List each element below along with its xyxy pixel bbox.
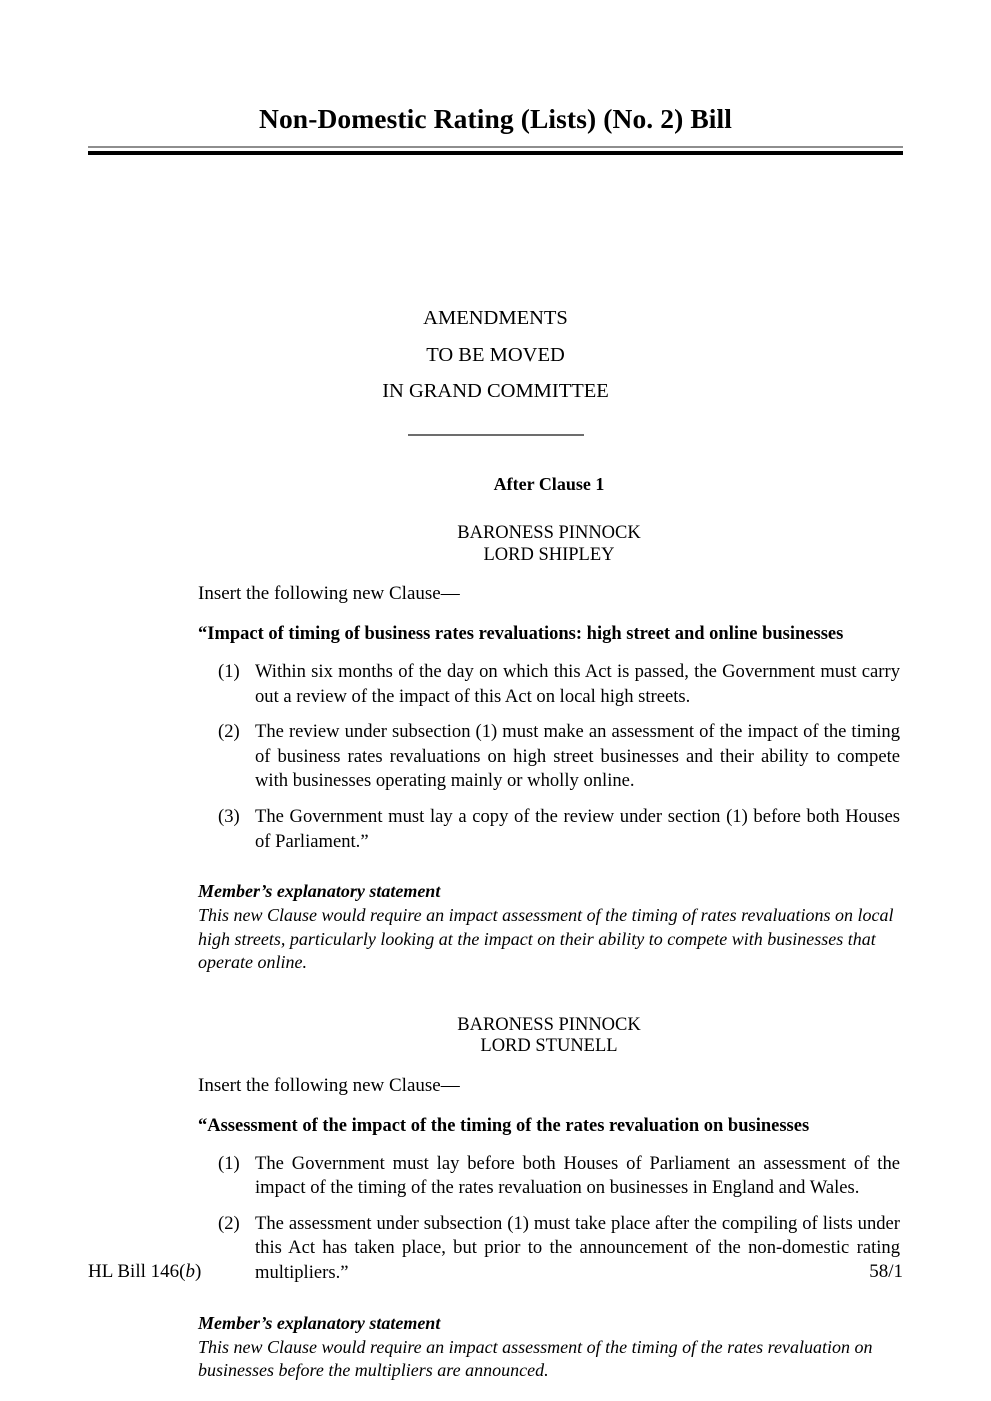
- sponsor-name: BARONESS PINNOCK: [457, 523, 641, 543]
- subsection-number: (1): [218, 661, 240, 682]
- amendment-block-1: [198, 474, 900, 975]
- subsection-item: [198, 720, 900, 794]
- bill-reference: [88, 1261, 201, 1283]
- subsection-item: [198, 1152, 900, 1201]
- subsection-number: (2): [218, 721, 240, 743]
- block-spacer: [198, 975, 900, 1015]
- subsection-item: [198, 660, 900, 709]
- sponsor-name: LORD SHIPLEY: [483, 544, 615, 565]
- page-footer: [88, 1261, 903, 1283]
- bill-reference-prefix: HL Bill 146(: [88, 1261, 186, 1282]
- subsection-list-1: [198, 660, 900, 854]
- heading-line-amendments: AMENDMENTS: [423, 307, 568, 329]
- amendments-heading-block: [88, 300, 903, 410]
- heading-line-to-be-moved: TO BE MOVED: [426, 343, 565, 366]
- bill-reference-letter: b: [185, 1261, 195, 1282]
- subsection-text: The Government must lay before both Houses of Parliament an assessment of the impact of the timing of the rates revaluation on businesses in England and Wales.: [255, 1152, 900, 1199]
- amendments-content: [198, 474, 900, 1383]
- insert-instruction-1: Insert the following new Clause—: [198, 583, 460, 604]
- sponsor-list-2: [198, 1015, 900, 1058]
- explanatory-statement-title: Member’s explanatory statement: [198, 881, 441, 902]
- section-divider-rule: [408, 434, 584, 436]
- sponsor-name: BARONESS PINNOCK: [457, 1014, 641, 1035]
- new-clause-title-2: “Assessment of the impact of the timing of the rates revaluation on businesses: [198, 1115, 810, 1136]
- page-number: 58/1: [869, 1261, 903, 1282]
- new-clause-title-1: “Impact of timing of business rates revaluations: high street and online businesses: [198, 624, 844, 644]
- explanatory-statement-1: [198, 880, 900, 975]
- clause-marker-after-clause-1: After Clause 1: [493, 474, 605, 494]
- explanatory-statement-2: [198, 1312, 900, 1383]
- sponsor-name: LORD STUNELL: [480, 1036, 618, 1057]
- heading-line-in-grand-committee: IN GRAND COMMITTEE: [382, 380, 609, 402]
- subsection-text: The review under subsection (1) must make an assessment of the impact of the timing of business rates revaluations on high street businesses and their ability to compete with businesses operating mainly or wholly online.: [255, 721, 900, 792]
- title-double-rule: [88, 146, 903, 155]
- page-title: Non-Domestic Rating (Lists) (No. 2) Bill: [259, 103, 732, 134]
- explanatory-statement-body: This new Clause would require an impact assessment of the timing of the rates revaluation on businesses before the multipliers are announced.: [198, 1336, 873, 1381]
- subsection-text: Within six months of the day on which this Act is passed, the Government must carry out a review of the impact of this Act on local high streets.: [255, 661, 900, 707]
- subsection-number: (1): [218, 1152, 240, 1174]
- insert-instruction-2: Insert the following new Clause—: [198, 1074, 460, 1096]
- subsection-item: [198, 805, 900, 854]
- bill-reference-suffix: ): [194, 1261, 202, 1282]
- subsection-text: The assessment under subsection (1) must take place after the compiling of lists under this Act has taken place, but prior to the announcement of the non-domestic rating multipliers.”: [255, 1212, 900, 1284]
- subsection-text: The Government must lay a copy of the review under section (1) before both Houses of Parliament.”: [255, 805, 900, 852]
- sponsor-list-1: [198, 523, 900, 566]
- subsection-number: (3): [218, 805, 240, 827]
- explanatory-statement-body: This new Clause would require an impact assessment of the timing of rates revaluations on local high streets, particularly looking at the impact on their ability to compete with businesses that operate online.: [198, 905, 894, 973]
- rule-thick: [88, 151, 903, 155]
- subsection-number: (2): [218, 1212, 240, 1234]
- amendment-block-2: [198, 1015, 900, 1383]
- explanatory-statement-title: Member’s explanatory statement: [198, 1312, 441, 1333]
